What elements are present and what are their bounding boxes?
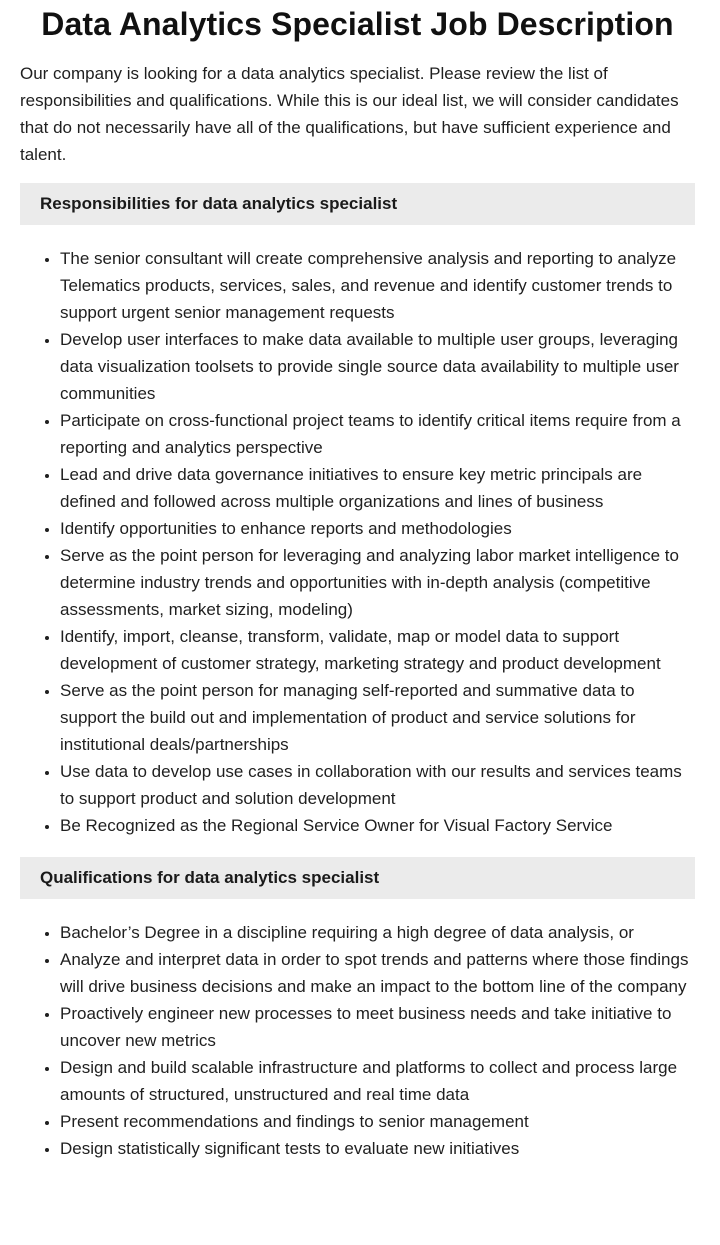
qualification-item: • Design and build scalable infrastructure and platforms to collect and process large amounts of structured, unstructured and real time data xyxy=(60,1054,695,1108)
qualification-item: • Bachelor’s Degree in a discipline requiring a high degree of data analysis, or xyxy=(60,919,695,946)
intro-paragraph: Our company is looking for a data analytics specialist. Please review the list of responsibilities and qualifications. While this is our ideal list, we will consider candidates that do not necessarily have all of the qualifications, but have sufficient experience and talent. xyxy=(20,64,679,164)
responsibilities-list xyxy=(20,245,695,839)
responsibility-item: • Participate on cross-functional project teams to identify critical items require from a reporting and analytics perspective xyxy=(60,407,695,461)
responsibilities-heading: Responsibilities for data analytics specialist xyxy=(20,183,695,225)
responsibility-item: • Use data to develop use cases in collaboration with our results and services teams to support product and solution development xyxy=(60,758,695,812)
qualifications-list xyxy=(20,919,695,1162)
responsibility-item: • Identify opportunities to enhance reports and methodologies xyxy=(60,515,695,542)
qualifications-heading: Qualifications for data analytics specialist xyxy=(20,857,695,899)
page-title: Data Analytics Specialist Job Description xyxy=(41,6,674,42)
qualification-item: • Proactively engineer new processes to meet business needs and take initiative to uncover new metrics xyxy=(60,1000,695,1054)
qualification-item: • Present recommendations and findings to senior management xyxy=(60,1108,695,1135)
qualification-item: • Analyze and interpret data in order to spot trends and patterns where those findings will drive business decisions and make an impact to the bottom line of the company xyxy=(60,946,695,1000)
qualification-item: • Design statistically significant tests to evaluate new initiatives xyxy=(60,1135,695,1162)
responsibility-item: • Identify, import, cleanse, transform, validate, map or model data to support development of customer strategy, marketing strategy and product development xyxy=(60,623,695,677)
responsibility-item: • Develop user interfaces to make data available to multiple user groups, leveraging data visualization toolsets to provide single source data availability to multiple user communities xyxy=(60,326,695,407)
responsibility-item: • Be Recognized as the Regional Service Owner for Visual Factory Service xyxy=(60,812,695,839)
responsibility-item: • Lead and drive data governance initiatives to ensure key metric principals are defined and followed across multiple organizations and lines of business xyxy=(60,461,695,515)
responsibility-item: • The senior consultant will create comprehensive analysis and reporting to analyze Telematics products, services, sales, and revenue and identify customer trends to support urgent senior management requests xyxy=(60,245,695,326)
responsibility-item: • Serve as the point person for leveraging and analyzing labor market intelligence to determine industry trends and opportunities with in-depth analysis (competitive assessments, market sizing, modeling) xyxy=(60,542,695,623)
responsibility-item: • Serve as the point person for managing self-reported and summative data to support the build out and implementation of product and service solutions for institutional deals/partnerships xyxy=(60,677,695,758)
